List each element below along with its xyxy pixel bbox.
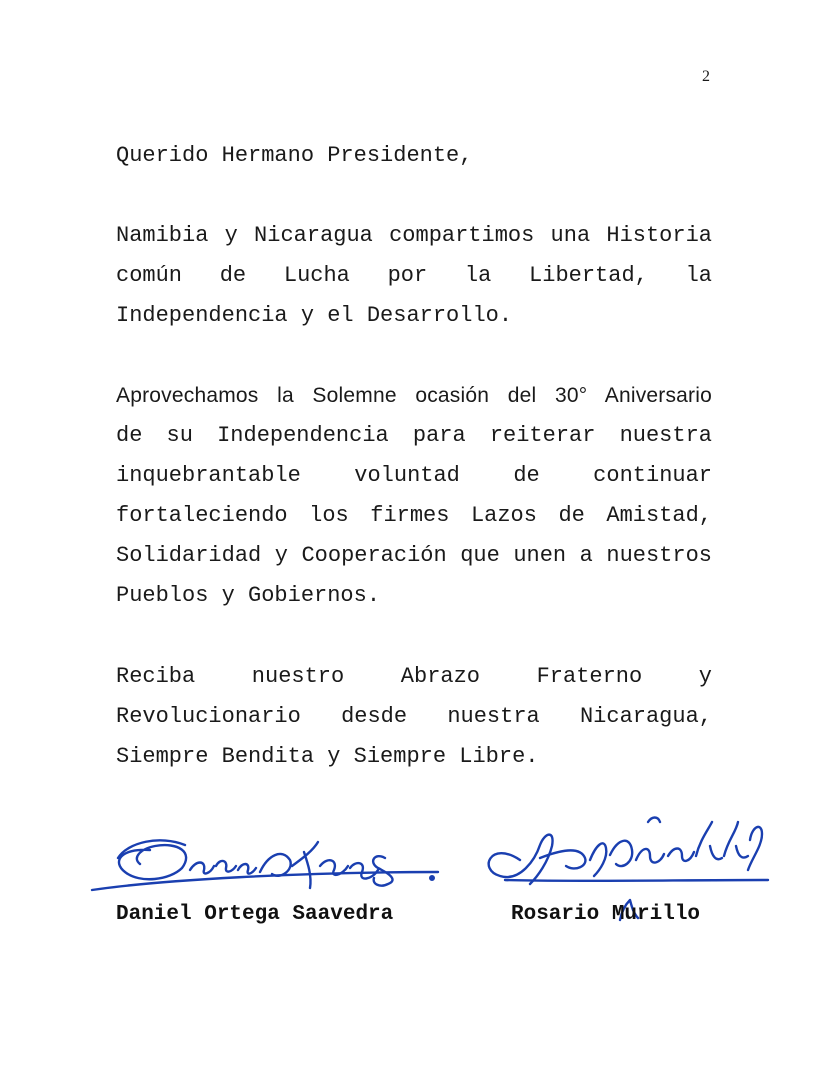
paragraph-line: Namibia y Nicaragua compartimos una Historia xyxy=(116,223,712,248)
paragraph-1 xyxy=(116,216,712,336)
paragraph-line: inquebrantable voluntad de continuar xyxy=(116,463,712,488)
paragraph-line: Independencia y el Desarrollo. xyxy=(116,303,513,328)
paragraph-line: común de Lucha por la Libertad, la xyxy=(116,263,712,288)
paragraph-line: Revolucionario desde nuestra Nicaragua, xyxy=(116,704,712,729)
paragraph-line: Pueblos y Gobiernos. xyxy=(116,583,381,608)
signer-name-daniel-ortega: Daniel Ortega Saavedra xyxy=(116,903,394,926)
paragraph-2 xyxy=(116,376,712,616)
paragraph-line: Aprovechamos la Solemne ocasión del 30° Aniversario xyxy=(116,384,712,407)
paragraph-line: de su Independencia para reiterar nuestra xyxy=(116,423,712,448)
paragraph-3 xyxy=(116,657,712,777)
paragraph-line: Siempre Bendita y Siempre Libre. xyxy=(116,744,539,769)
salutation-line: Querido Hermano Presidente, xyxy=(116,143,473,168)
signer-name-rosario-murillo: Rosario Murillo xyxy=(511,903,701,926)
paragraph-line: Solidaridad y Cooperación que unen a nuestros xyxy=(116,543,712,568)
paragraph-line: fortaleciendo los firmes Lazos de Amistad, xyxy=(116,503,712,528)
signature-daniel-ortega xyxy=(92,840,438,890)
salutation xyxy=(116,136,712,176)
page-number: 2 xyxy=(702,68,710,85)
paragraph-line: Reciba nuestro Abrazo Fraterno y xyxy=(116,664,712,689)
